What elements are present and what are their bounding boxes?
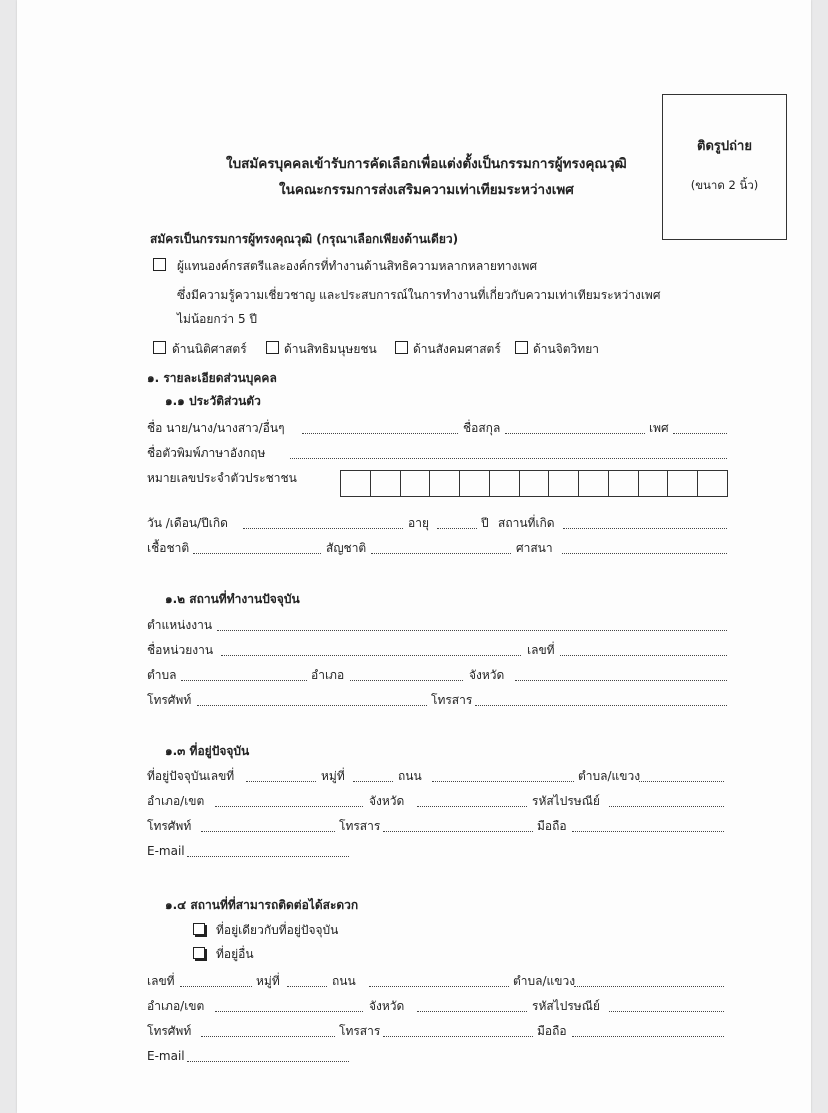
checkbox-law[interactable] — [153, 341, 166, 354]
section1-3-heading: ๑.๓ ที่อยู่ปัจจุบัน — [165, 744, 250, 758]
label-age: อายุ — [408, 516, 429, 530]
label-address-phone: โทรศัพท์ — [147, 819, 192, 833]
option-representative-line3: ไม่น้อยกว่า 5 ปี — [177, 312, 258, 326]
label-agency: ชื่อหน่วยงาน — [147, 643, 214, 657]
field-address-road[interactable] — [432, 769, 574, 782]
label-contact-moo: หมู่ที่ — [256, 974, 280, 988]
label-address-road: ถนน — [398, 769, 422, 783]
field-contact-fax[interactable] — [383, 1024, 533, 1037]
label-contact-email: E-mail — [147, 1049, 185, 1063]
option-human-rights-label: ด้านสิทธิมนุษยชน — [284, 342, 377, 356]
label-contact-phone: โทรศัพท์ — [147, 1024, 192, 1038]
id-number-boxes[interactable] — [340, 470, 728, 497]
field-contact-phone[interactable] — [201, 1024, 335, 1037]
label-year: ปี — [481, 516, 489, 530]
checkbox-same-address[interactable] — [193, 923, 205, 935]
label-contact-province: จังหวัด — [369, 999, 405, 1013]
field-position[interactable] — [217, 618, 727, 631]
label-race: เชื้อชาติ — [147, 541, 190, 555]
field-race[interactable] — [193, 541, 321, 554]
field-agency[interactable] — [221, 643, 521, 656]
label-birthplace: สถานที่เกิด — [498, 516, 555, 530]
label-address-province: จังหวัด — [369, 794, 405, 808]
checkbox-social-science[interactable] — [395, 341, 408, 354]
field-contact-province[interactable] — [417, 999, 527, 1012]
label-english-name: ชื่อตัวพิมพ์ภาษาอังกฤษ — [147, 446, 266, 460]
field-address-province[interactable] — [417, 794, 527, 807]
field-surname[interactable] — [505, 421, 645, 434]
option-representative-line2: ซึ่งมีความรู้ความเชี่ยวชาญ และประสบการณ์ในการทำงานที่เกี่ยวกับความเท่าเทียมระหว่างเพศ — [177, 288, 661, 302]
field-age[interactable] — [437, 516, 477, 529]
section1-4-heading: ๑.๔ สถานที่ที่สามารถติดต่อได้สะดวก — [165, 898, 359, 912]
label-contact-number: เลขที่ — [147, 974, 175, 988]
label-name: ชื่อ นาย/นาง/นางสาว/อื่นๆ — [147, 421, 285, 435]
label-contact-subdistrict: ตำบล/แขวง — [513, 974, 576, 988]
label-contact-fax: โทรสาร — [339, 1024, 381, 1038]
label-position: ตำแหน่งงาน — [147, 618, 213, 632]
field-work-district[interactable] — [350, 668, 463, 681]
field-contact-district[interactable] — [215, 999, 363, 1012]
label-contact-road: ถนน — [332, 974, 356, 988]
label-contact-postal: รหัสไปรษณีย์ — [532, 999, 600, 1013]
field-work-number[interactable] — [560, 643, 727, 656]
label-address-fax: โทรสาร — [339, 819, 381, 833]
field-contact-email[interactable] — [187, 1049, 349, 1062]
field-contact-moo[interactable] — [287, 974, 327, 987]
section1-heading: ๑. รายละเอียดส่วนบุคคล — [147, 371, 277, 385]
field-work-subdistrict[interactable] — [181, 668, 307, 681]
field-dob[interactable] — [243, 516, 403, 529]
field-address-subdistrict[interactable] — [639, 769, 724, 782]
option-other-address-label: ที่อยู่อื่น — [216, 947, 254, 961]
label-surname: ชื่อสกุล — [463, 421, 501, 435]
field-contact-subdistrict[interactable] — [574, 974, 724, 987]
label-work-number: เลขที่ — [527, 643, 555, 657]
option-same-address-label: ที่อยู่เดียวกับที่อยู่ปัจจุบัน — [216, 923, 339, 937]
photo-box — [662, 94, 787, 240]
label-address-mobile: มือถือ — [537, 819, 567, 833]
label-work-phone: โทรศัพท์ — [147, 693, 192, 707]
option-psychology-label: ด้านจิตวิทยา — [533, 342, 599, 356]
label-nationality: สัญชาติ — [326, 541, 367, 555]
label-address-subdistrict: ตำบล/แขวง — [578, 769, 641, 783]
field-address-email[interactable] — [187, 844, 349, 857]
option-law-label: ด้านนิติศาสตร์ — [172, 342, 247, 356]
form-title-line1: ใบสมัครบุคคลเข้ารับการคัดเลือกเพื่อแต่งตั้งเป็นกรรมการผู้ทรงคุณวุฒิ — [226, 156, 627, 172]
photo-box-title: ติดรูปถ่าย — [697, 139, 752, 154]
option-representative-line1: ผู้แทนองค์กรสตรีและองค์กรที่ทำงานด้านสิทธิความหลากหลายทางเพศ — [177, 259, 538, 273]
field-name[interactable] — [302, 421, 458, 434]
field-work-fax[interactable] — [475, 693, 727, 706]
photo-box-size: (ขนาด 2 นิ้ว) — [690, 178, 759, 192]
label-address-district: อำเภอ/เขต — [147, 794, 205, 808]
form-title-line2: ในคณะกรรมการส่งเสริมความเท่าเทียมระหว่างเพศ — [279, 182, 574, 198]
field-religion[interactable] — [562, 541, 727, 554]
checkbox-representative[interactable] — [153, 258, 166, 271]
label-id-number: หมายเลขประจำตัวประชาชน — [147, 471, 297, 485]
field-address-mobile[interactable] — [572, 819, 724, 832]
label-work-district: อำเภอ — [311, 668, 345, 682]
field-sex[interactable] — [673, 421, 727, 434]
label-dob: วัน /เดือน/ปีเกิด — [147, 516, 228, 530]
field-work-phone[interactable] — [197, 693, 427, 706]
label-work-fax: โทรสาร — [431, 693, 473, 707]
checkbox-psychology[interactable] — [515, 341, 528, 354]
label-address-moo: หมู่ที่ — [321, 769, 345, 783]
label-address-email: E-mail — [147, 844, 185, 858]
section1-1-heading: ๑.๑ ประวัติส่วนตัว — [165, 394, 261, 408]
field-contact-road[interactable] — [369, 974, 509, 987]
label-religion: ศาสนา — [516, 541, 553, 555]
field-contact-postal[interactable] — [609, 999, 724, 1012]
field-address-fax[interactable] — [383, 819, 533, 832]
field-address-number[interactable] — [246, 769, 316, 782]
option-social-science-label: ด้านสังคมศาสตร์ — [413, 342, 501, 356]
field-address-district[interactable] — [215, 794, 363, 807]
field-address-postal[interactable] — [609, 794, 724, 807]
field-address-moo[interactable] — [353, 769, 393, 782]
label-address-postal: รหัสไปรษณีย์ — [532, 794, 600, 808]
label-work-province: จังหวัด — [469, 668, 505, 682]
field-birthplace[interactable] — [563, 516, 727, 529]
label-contact-mobile: มือถือ — [537, 1024, 567, 1038]
label-contact-district: อำเภอ/เขต — [147, 999, 205, 1013]
field-contact-mobile[interactable] — [572, 1024, 724, 1037]
label-work-subdistrict: ตำบล — [147, 668, 177, 682]
field-nationality[interactable] — [371, 541, 511, 554]
form-page — [17, 0, 811, 1113]
field-address-phone[interactable] — [201, 819, 335, 832]
apply-heading: สมัครเป็นกรรมการผู้ทรงคุณวุฒิ (กรุณาเลือกเพียงด้านเดียว) — [150, 232, 459, 246]
section1-2-heading: ๑.๒ สถานที่ทำงานปัจจุบัน — [165, 592, 300, 606]
checkbox-other-address[interactable] — [193, 947, 205, 959]
label-sex: เพศ — [649, 421, 669, 435]
label-address-number: ที่อยู่ปัจจุบันเลขที่ — [147, 769, 235, 783]
field-contact-number[interactable] — [180, 974, 252, 987]
field-english-name[interactable] — [290, 446, 727, 459]
checkbox-human-rights[interactable] — [266, 341, 279, 354]
field-work-province[interactable] — [515, 668, 727, 681]
